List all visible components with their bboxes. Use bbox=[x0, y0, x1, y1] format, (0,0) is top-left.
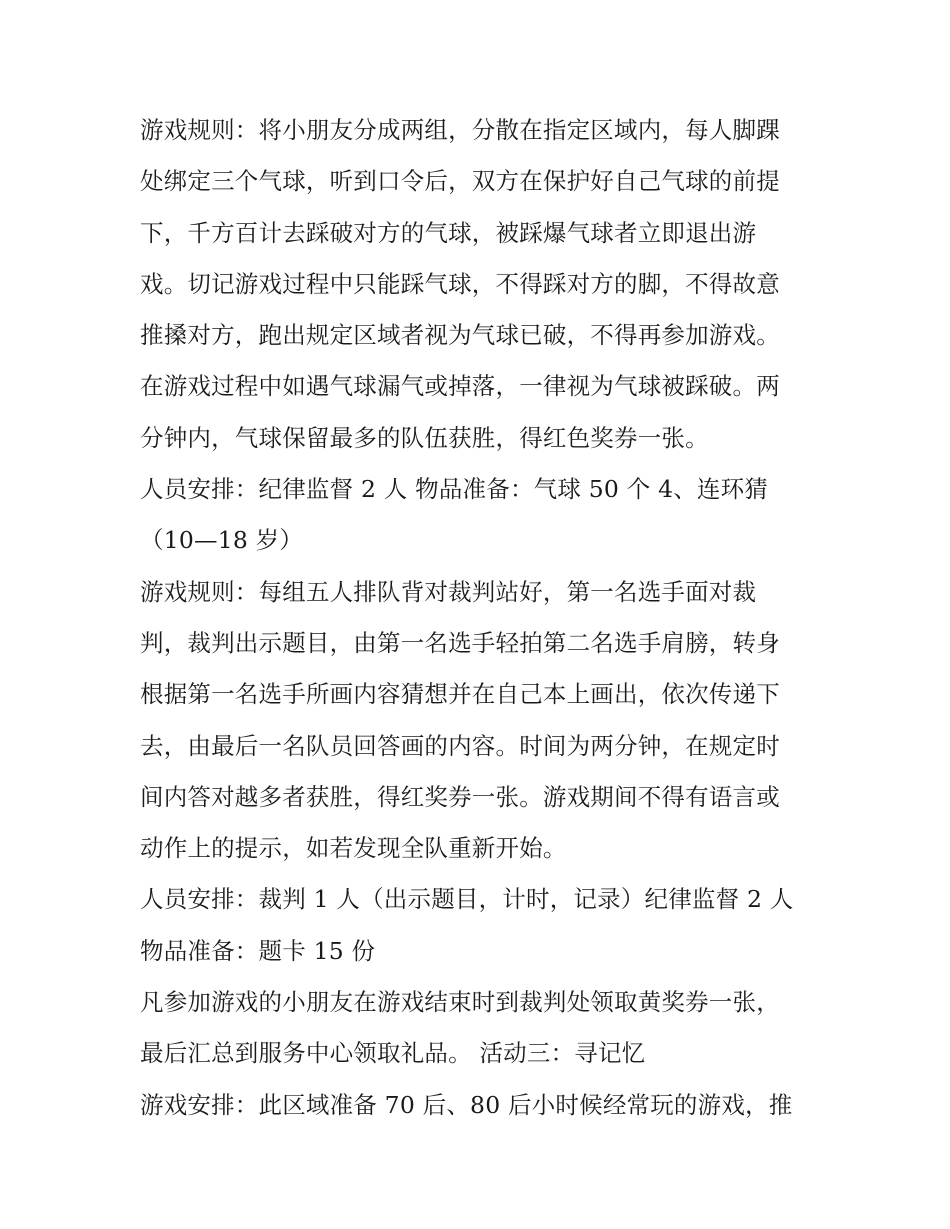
text-line: 分钟内，气球保留最多的队伍获胜，得红色奖券一张。 bbox=[140, 423, 709, 452]
text-line: 动作上的提示，如若发现全队重新开始。 bbox=[140, 834, 567, 863]
text-line: 最后汇总到服务中心领取礼品。 活动三：寻记忆 bbox=[140, 1039, 646, 1068]
text-line: 凡参加游戏的小朋友在游戏结束时到裁判处领取黄奖券一张， bbox=[140, 988, 780, 1017]
text-line: 在游戏过程中如遇气球漏气或掉落，一律视为气球被踩破。两 bbox=[140, 372, 780, 401]
text-line: 游戏安排：此区域准备 70 后、80 后小时候经常玩的游戏，推 bbox=[140, 1090, 793, 1119]
text-line: 人员安排：纪律监督 2 人 物品准备：气球 50 个 4、连环猜 bbox=[140, 475, 769, 504]
text-line: 物品准备：题卡 15 份 bbox=[140, 936, 376, 965]
text-line: 判，裁判出示题目，由第一名选手轻拍第二名选手肩膀，转身 bbox=[140, 628, 780, 657]
text-line: 处绑定三个气球，听到口令后，双方在保护好自己气球的前提 bbox=[140, 167, 780, 196]
text-line: 下，千方百计去踩破对方的气球，被踩爆气球者立即退出游 bbox=[140, 218, 757, 247]
text-line: 人员安排：裁判 1 人（出示题目，计时，记录）纪律监督 2 人 bbox=[140, 885, 794, 914]
text-line: 游戏规则：将小朋友分成两组，分散在指定区域内，每人脚踝 bbox=[140, 116, 780, 144]
text-line: 根据第一名选手所画内容猜想并在自己本上画出，依次传递下 bbox=[140, 680, 780, 709]
text-line: 游戏规则：每组五人排队背对裁判站好，第一名选手面对裁 bbox=[140, 577, 757, 606]
text-line: 戏。切记游戏过程中只能踩气球，不得踩对方的脚，不得故意 bbox=[140, 269, 780, 298]
text-line: 去，由最后一名队员回答画的内容。时间为两分钟，在规定时 bbox=[140, 731, 780, 760]
text-line: （10—18 岁） bbox=[140, 526, 304, 555]
text-line: 推搡对方，跑出规定区域者视为气球已破，不得再参加游戏。 bbox=[140, 321, 780, 350]
body-text bbox=[140, 108, 820, 1134]
text-line: 间内答对越多者获胜，得红奖券一张。游戏期间不得有语言或 bbox=[140, 782, 780, 811]
